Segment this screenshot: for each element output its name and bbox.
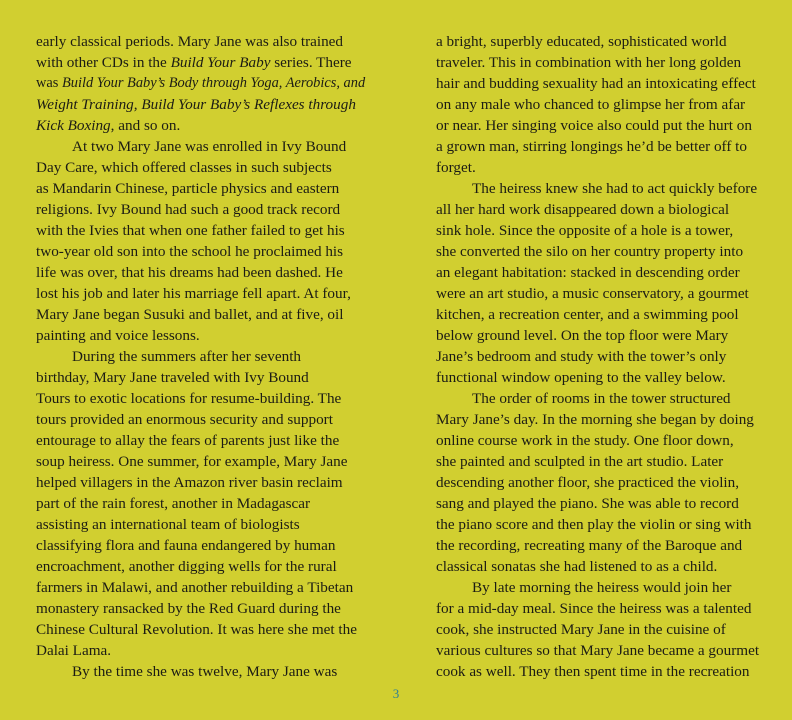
text-run: with the Ivies that when one father failed to get his <box>36 222 345 239</box>
italic-title-text: Build Your Baby <box>170 54 271 71</box>
text-run: two-year old son into the school he proclaimed his <box>36 243 344 260</box>
text-line <box>436 157 766 178</box>
text-run: cook, she instructed Mary Jane in the cuisine of <box>436 621 726 638</box>
text-run: farmers in Malawi, and another rebuilding a Tibetan <box>36 579 354 596</box>
text-run: various cultures so that Mary Jane became a gourmet <box>436 642 760 659</box>
text-run: the piano score and then play the violin or sing with <box>436 516 752 533</box>
text-line <box>36 304 366 325</box>
text-line <box>436 346 766 367</box>
text-line <box>36 472 366 493</box>
text-line <box>36 262 366 283</box>
text-run: tours provided an enormous security and support <box>36 411 333 428</box>
text-line <box>36 661 366 682</box>
text-run: sang and played the piano. She was able to record <box>436 495 739 512</box>
text-run: on any male who chanced to glimpse her from afar <box>436 96 746 113</box>
text-line <box>436 31 766 52</box>
text-run: At two Mary Jane was enrolled in Ivy Bound <box>72 138 347 155</box>
text-line <box>36 115 366 136</box>
italic-title-text: Kick Boxing <box>36 117 111 134</box>
page-number: 3 <box>392 686 400 701</box>
text-line <box>436 493 766 514</box>
text-run: monastery ransacked by the Red Guard during the <box>36 600 341 617</box>
text-run: hair and budding sexuality had an intoxicating effect <box>436 75 756 92</box>
text-line <box>436 136 766 157</box>
text-line <box>36 493 366 514</box>
text-run: cook as well. They then spent time in the recreation <box>436 663 750 680</box>
text-run: a bright, superbly educated, sophisticated world <box>436 33 727 50</box>
text-line <box>36 346 366 367</box>
text-line <box>36 388 366 409</box>
text-run: was <box>36 75 62 91</box>
text-run: encroachment, another digging wells for the rural <box>36 558 337 575</box>
text-run: were an art studio, a music conservatory, a gourmet <box>436 285 749 302</box>
text-run: traveler. This in combination with her long golden <box>436 54 742 71</box>
text-run: as Mandarin Chinese, particle physics and eastern <box>36 180 340 197</box>
text-line <box>436 115 766 136</box>
text-line <box>36 409 366 430</box>
text-run: or near. Her singing voice also could put the hurt on <box>436 117 752 134</box>
text-line <box>36 136 366 157</box>
text-line <box>436 94 766 115</box>
text-run: classical sonatas she had listened to as a child. <box>436 558 718 575</box>
text-run: below ground level. On the top floor were Mary <box>436 327 729 344</box>
text-run: painting and voice lessons. <box>36 327 200 344</box>
text-run: kitchen, a recreation center, and a swimming pool <box>436 306 739 323</box>
text-line <box>36 535 366 556</box>
text-run: helped villagers in the Amazon river basin reclaim <box>36 474 343 491</box>
text-line <box>436 262 766 283</box>
text-run: By the time she was twelve, Mary Jane was <box>72 663 338 680</box>
text-run: the recording, recreating many of the Baroque and <box>436 537 743 554</box>
text-line <box>436 304 766 325</box>
text-line <box>436 367 766 388</box>
text-line <box>36 577 366 598</box>
text-line <box>436 451 766 472</box>
text-run: Mary Jane’s day. In the morning she began by doing <box>436 411 754 428</box>
text-run: religions. Ivy Bound had such a good track record <box>36 201 341 218</box>
text-line <box>36 619 366 640</box>
text-run: all her hard work disappeared down a biological <box>436 201 730 218</box>
text-line <box>36 31 366 52</box>
text-run: for a mid-day meal. Since the heiress was a talented <box>436 600 752 617</box>
text-line <box>436 535 766 556</box>
text-run: she converted the silo on her country property into <box>436 243 744 260</box>
text-run: an elegant habitation: stacked in descending order <box>436 264 740 281</box>
text-line <box>36 367 366 388</box>
text-run: sink hole. Since the opposite of a hole is a tower, <box>436 222 734 239</box>
text-line <box>36 94 366 115</box>
text-run: By late morning the heiress would join her <box>472 579 732 596</box>
text-run: During the summers after her seventh <box>72 348 302 365</box>
text-line <box>436 220 766 241</box>
text-line <box>436 52 766 73</box>
text-line <box>36 220 366 241</box>
right-column <box>436 31 766 682</box>
text-run: entourage to allay the fears of parents just like the <box>36 432 340 449</box>
text-line <box>436 640 766 661</box>
italic-title-text: Weight Training, Build Your Baby’s Reflexes through <box>36 96 356 113</box>
text-run: , and so on. <box>110 117 181 134</box>
text-line <box>436 514 766 535</box>
text-run: Mary Jane began Susuki and ballet, and at five, oil <box>36 306 344 323</box>
text-line <box>36 52 366 73</box>
text-run: birthday, Mary Jane traveled with Ivy Bound <box>36 369 309 386</box>
text-run: series. There <box>270 54 352 71</box>
text-run: The order of rooms in the tower structured <box>472 390 731 407</box>
text-run: assisting an international team of biologists <box>36 516 300 533</box>
text-run: she painted and sculpted in the art studio. Later <box>436 453 724 470</box>
text-run: online course work in the study. One floor down, <box>436 432 734 449</box>
text-run: lost his job and later his marriage fell apart. At four, <box>36 285 351 302</box>
text-line <box>436 325 766 346</box>
text-run: classifying flora and fauna endangered by human <box>36 537 336 554</box>
text-line <box>436 283 766 304</box>
text-line <box>36 157 366 178</box>
text-run: The heiress knew she had to act quickly before <box>472 180 758 197</box>
text-run: soup heiress. One summer, for example, Mary Jane <box>36 453 348 470</box>
text-line <box>36 598 366 619</box>
left-column <box>36 31 366 682</box>
text-line <box>436 241 766 262</box>
text-line <box>36 325 366 346</box>
text-line <box>436 661 766 682</box>
text-line <box>36 556 366 577</box>
text-run: with other CDs in the <box>36 54 171 71</box>
text-line <box>36 178 366 199</box>
text-line <box>436 388 766 409</box>
italic-title-text: Build Your Baby’s Body through Yoga, Aerobics, and <box>61 75 366 91</box>
text-line <box>36 514 366 535</box>
text-line <box>36 640 366 661</box>
text-run: a grown man, stirring longings he’d be better off to <box>436 138 747 155</box>
text-line <box>436 430 766 451</box>
text-run: Jane’s bedroom and study with the tower’s only <box>436 348 727 365</box>
text-run: part of the rain forest, another in Madagascar <box>36 495 311 512</box>
text-line <box>436 556 766 577</box>
text-line <box>436 409 766 430</box>
text-run: descending another floor, she practiced the violin, <box>436 474 740 491</box>
text-line <box>436 619 766 640</box>
text-line <box>36 451 366 472</box>
text-run: early classical periods. Mary Jane was also trained <box>36 33 344 50</box>
text-run: functional window opening to the valley below. <box>436 369 726 386</box>
text-line <box>36 430 366 451</box>
text-line <box>36 73 366 94</box>
text-run: Tours to exotic locations for resume-building. The <box>36 390 342 407</box>
text-run: Dalai Lama. <box>36 642 112 659</box>
text-line <box>436 199 766 220</box>
text-run: Day Care, which offered classes in such subjects <box>36 159 332 176</box>
text-run: forget. <box>436 159 476 176</box>
text-line <box>36 283 366 304</box>
text-line <box>436 598 766 619</box>
text-line <box>436 577 766 598</box>
text-line <box>36 241 366 262</box>
text-run: Chinese Cultural Revolution. It was here she met the <box>36 621 357 638</box>
text-line <box>436 178 766 199</box>
text-line <box>36 199 366 220</box>
text-line <box>436 73 766 94</box>
text-run: life was over, that his dreams had been dashed. He <box>36 264 343 281</box>
text-line <box>436 472 766 493</box>
